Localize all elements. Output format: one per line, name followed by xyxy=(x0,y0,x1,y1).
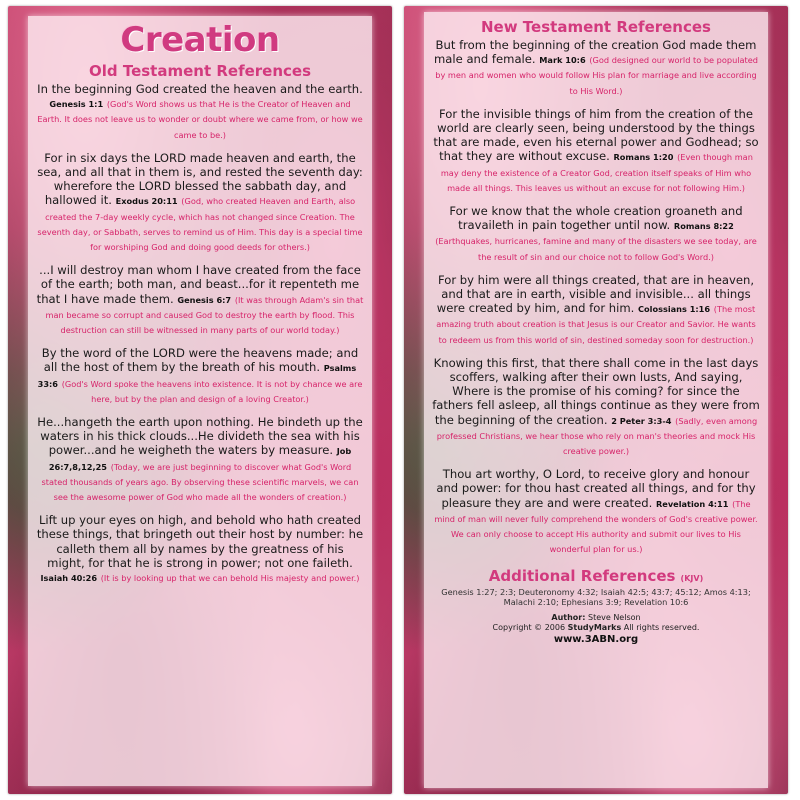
verse-reference: Romans 8:22 xyxy=(673,221,734,232)
verse-text: Knowing this first, that there shall come in the last days scoffers, walking after their own lusts, And saying, Where is the promise of his coming? for since the fathers fell asleep, all things continue as they were from the beginning of the creation. xyxy=(432,355,760,427)
verse-note: (The most amazing truth about creation is that Jesus is our Creator and Savior. He wants to redeem us from this world of sin, destined someday soon for destruction.) xyxy=(436,304,756,345)
publisher: StudyMarks xyxy=(567,623,622,632)
additional-references xyxy=(432,566,760,607)
author-line xyxy=(432,613,760,624)
verse-reference: Genesis 1:1 xyxy=(49,99,104,110)
verse-reference: Isaiah 40:26 xyxy=(40,573,98,584)
kjv-label: (KJV) xyxy=(680,573,704,583)
verse-text: Thou art worthy, O Lord, to receive glory and honour and power: for thou hast created all things, and for thy pleasure they are and were created. xyxy=(436,467,756,510)
verse-block xyxy=(36,263,364,337)
additional-references-list: Genesis 1:27; 2:3; Deuteronomy 4:32; Isaiah 42:5; 43:7; 45:12; Amos 4:13; Malachi 2:10; Ephesians 3:9; Revelation 10:6 xyxy=(441,586,751,607)
bookmark-left xyxy=(8,6,392,794)
verse-note: (Even though man may deny the existence of a Creator God, creation itself speaks of Him who made all things. This leaves us without an excuse for not following Him.) xyxy=(440,152,753,193)
author-name: Steve Nelson xyxy=(587,612,641,622)
section-title-new-testament: New Testament References xyxy=(481,18,711,36)
verse-block xyxy=(36,513,364,585)
verse-text: Lift up your eyes on high, and behold who hath created these things, that bringeth out their host by number: he calleth them all by names by the greatness of his might, for that he is strong in power; not one faileth. xyxy=(36,513,364,570)
verse-note: (God's Word shows us that He is the Creator of Heaven and Earth. It does not leave us to wonder or doubt where we came from, or how we came to be.) xyxy=(37,99,363,140)
verse-reference: 2 Peter 3:3-4 xyxy=(611,415,672,426)
verse-reference: Revelation 4:11 xyxy=(655,498,729,509)
verse-note: (God designed our world to be populated by men and women who would follow His plan for marriage and live according to His Word.) xyxy=(435,55,758,96)
verse-note: (Sadly, even among professed Christians, we hear those who rely on man's theories and mock His creative power.) xyxy=(436,415,758,457)
verse-note: (It was through Adam's sin that man became so corrupt and caused God to destroy the earth by flood. This destruction can still be witnessed in many parts of our world today.) xyxy=(45,294,364,336)
verse-reference: Romans 1:20 xyxy=(613,152,674,163)
verse-text: In the beginning God created the heaven and the earth. xyxy=(37,82,363,96)
website-link[interactable]: www.3ABN.org xyxy=(553,633,639,645)
verse-note: (Earthquakes, hurricanes, famine and many of the disasters we see today, are the result of sin and our choice not to follow God's Word.) xyxy=(435,236,757,262)
verse-reference: Psalms 33:6 xyxy=(37,363,357,389)
verse-block xyxy=(36,346,364,406)
verse-block xyxy=(432,467,760,556)
verse-note: (God, who created Heaven and Earth, also created the 7-day weekly cycle, which has not changed since Creation. The seventh day, or Sabbath, serves to remind us of Him. This day is a special time for worshiping God and doing good deeds for others.) xyxy=(37,196,363,253)
verse-reference: Mark 10:6 xyxy=(539,55,586,66)
additional-references-title: Additional References xyxy=(488,566,676,585)
verse-block xyxy=(36,82,364,142)
verse-note: (The mind of man will never fully comprehend the wonders of God's creative power. We can only choose to accept His authority and submit our lives to His wonderful plan for us.) xyxy=(434,498,758,555)
verse-text: But from the beginning of the creation God made them male and female. xyxy=(434,38,757,67)
verse-reference: Job 26:7,8,12,25 xyxy=(48,446,352,472)
verse-block xyxy=(432,356,760,458)
verse-text: For by him were all things created, that are in heaven, and that are in earth, visible and invisible... all things were created by him, and for him. xyxy=(436,272,755,316)
copyright: Copyright © 2006 xyxy=(492,623,566,632)
verse-text: For we know that the whole creation groaneth and travaileth in pain together until now. xyxy=(449,204,743,233)
verse-block xyxy=(432,204,760,264)
author-label: Author: xyxy=(551,612,586,622)
right-panel xyxy=(424,12,768,788)
copyright-line xyxy=(432,623,760,634)
verse-block xyxy=(36,415,364,504)
verse-block xyxy=(36,151,364,254)
verse-reference: Exodus 20:11 xyxy=(115,196,178,207)
section-title-old-testament: Old Testament References xyxy=(88,62,312,80)
verse-text: ...I will destroy man whom I have created from the face of the earth; both man, and beast...for it repenteth me that I have made them. xyxy=(36,263,361,306)
verse-text: For the invisible things of him from the creation of the world are clearly seen, being understood by the things that are made, even his eternal power and Godhead; so that they are without excuse. xyxy=(433,106,759,164)
verse-text: He...hangeth the earth upon nothing. He bindeth up the waters in his thick clouds...He divideth the sea with his power...and he weigheth the waters by measure. xyxy=(37,415,363,458)
verse-note: (Today, we are just beginning to discover what God's Word stated thousands of years ago. By observing these scientific marvels, we can see the awesome power of God who made all the wonders of creation.) xyxy=(41,461,359,503)
verse-block xyxy=(432,38,760,98)
verse-reference: Colossians 1:16 xyxy=(638,304,711,315)
page-title: Creation xyxy=(120,20,280,60)
left-panel xyxy=(28,16,372,786)
verse-note: (It is by looking up that we can behold His majesty and power.) xyxy=(100,573,360,584)
bookmark-right xyxy=(404,6,788,794)
verse-reference: Genesis 6:7 xyxy=(177,294,232,305)
verse-text: For in six days the LORD made heaven and earth, the sea, and all that in them is, and rested the seventh day: wherefore the LORD blessed the sabbath day, and hallowed it. xyxy=(37,150,363,208)
verse-text: By the word of the LORD were the heavens made; and all the host of them by the breath of his mouth. xyxy=(41,346,359,375)
rights: All rights reserved. xyxy=(623,623,700,632)
verse-block xyxy=(432,273,760,347)
verse-note: (God's Word spoke the heavens into existence. It is not by chance we are here, but by the plan and design of a loving Creator.) xyxy=(61,378,363,404)
verse-block xyxy=(432,107,760,195)
